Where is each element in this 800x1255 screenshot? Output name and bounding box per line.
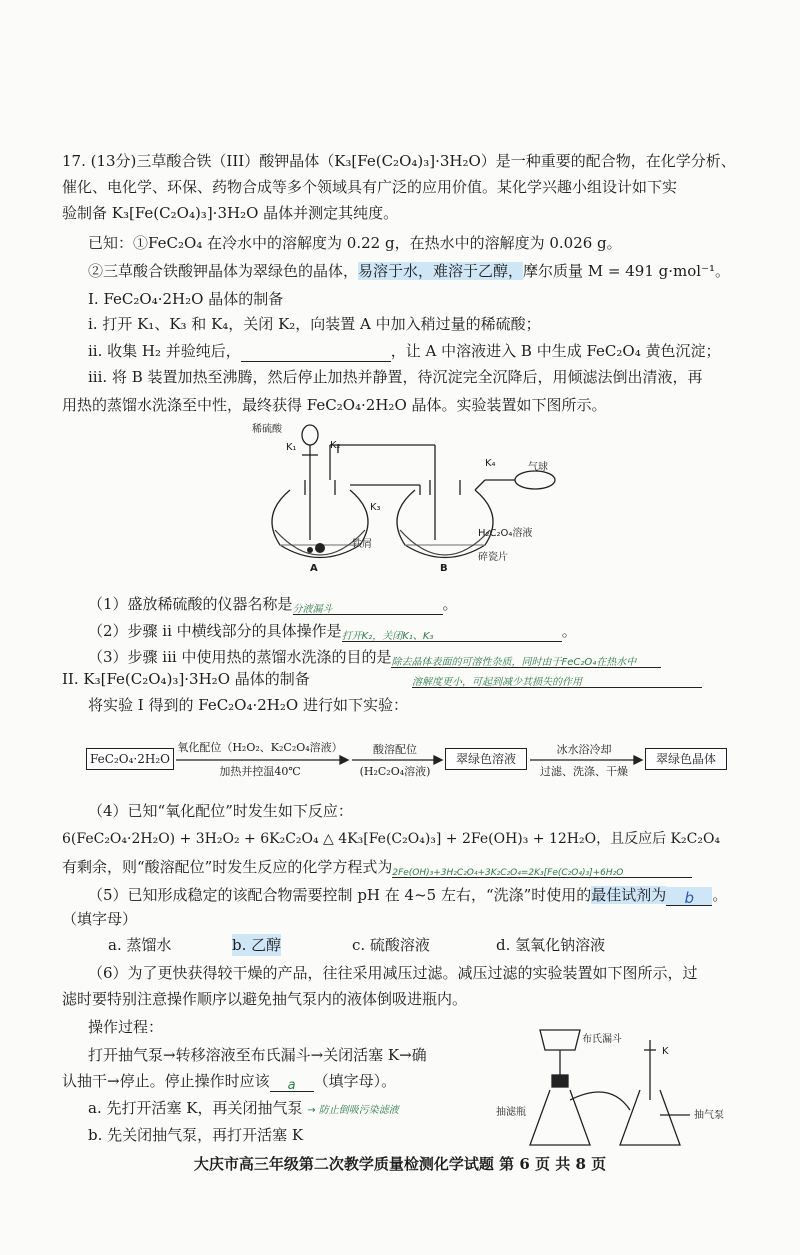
step-3a: iii. 将 B 装置加热至沸腾，然后停止加热并静置，待沉淀完全沉降后，用倾滤法倒出清液，再	[88, 368, 703, 386]
label-b: B	[440, 563, 448, 574]
step-1: i. 打开 K₁、K₃ 和 K₄，关闭 K₂，向装置 A 中加入稍过量的稀硫酸；	[88, 315, 541, 333]
q4-line1: （4）已知“氧化配位”时发生如下反应：	[88, 802, 353, 820]
step-3b: 用热的蒸馏水洗涤至中性，最终获得 FeC₂O₄·2H₂O 晶体。实验装置如下图所示。	[62, 396, 607, 414]
q4-line3: 有剩余，则“酸溶配位”时发生反应的化学方程式为2Fe(OH)₃+3H₂C₂O₄+3K₂C₂O₄=2K₃[Fe(C₂O₄)₃]+6H₂O	[62, 856, 692, 878]
q6-note-a: → 防止倒吸污染滤液	[307, 1105, 399, 1116]
known-1: 已知：①FeC₂O₄ 在冷水中的溶解度为 0.22 g，在热水中的溶解度为 0.026 g。	[88, 234, 622, 252]
q6-proc1: 打开抽气泵→转移溶液至布氏漏斗→关闭活塞 K→确	[88, 1046, 427, 1064]
flow-arrow3-top: 冰水浴冷却	[556, 743, 612, 756]
q6-line1: （6）为了更快获得较干燥的产品，往往采用减压过滤。减压过滤的实验装置如下图所示，过	[88, 964, 698, 982]
flow-arrow1-bottom: 加热并控温40℃	[219, 765, 301, 778]
label-chips: 碎瓷片	[478, 552, 508, 563]
part-2-intro: 将实验 I 得到的 FeC₂O₄·2H₂O 进行如下实验：	[88, 696, 408, 714]
label-k4: K₄	[485, 458, 496, 469]
q3-answer-2-line: 溶解度更小，可起到减少其损失的作用	[412, 666, 742, 688]
q1: （1）盛放稀硫酸的仪器名称是分液漏斗 。	[88, 595, 458, 615]
q5-option-c: c. 硫酸溶液	[352, 936, 430, 954]
q4-answer: 2Fe(OH)₃+3H₂C₂O₄+3K₂C₂O₄=2K₃[Fe(C₂O₄)₃]+6H₂O	[392, 868, 624, 878]
q6-option-a: a. 先打开活塞 K，再关闭抽气泵 → 防止倒吸污染滤液	[88, 1099, 399, 1117]
q2: （2）步骤 ii 中横线部分的具体操作是打开K₂，关闭K₁、K₃ 。	[88, 622, 577, 642]
q5-option-d: d. 氢氧化钠溶液	[496, 936, 606, 954]
q6-line2: 滤时要特别注意操作顺序以避免抽气泵内的液体倒吸进瓶内。	[62, 990, 468, 1008]
q6-proc2: 认抽干→停止。停止操作时应该 a （填字母）。	[62, 1072, 397, 1093]
label-solution: H₂C₂O₄溶液	[478, 528, 533, 539]
flow-arrow2-bottom: (H₂C₂O₄溶液)	[359, 765, 431, 778]
label-iron: 铁屑	[352, 539, 372, 550]
q5-option-a: a. 蒸馏水	[108, 936, 172, 954]
label-k2: K₂	[330, 440, 341, 451]
q5-option-b: b. 乙醇	[232, 936, 282, 954]
label-flask: 抽滤瓶	[496, 1107, 526, 1118]
label-balloon: 气球	[528, 462, 548, 473]
flow-arrow1-top: 氧化配位（H₂O₂、K₂C₂O₄溶液）	[177, 741, 343, 754]
label-pump: 抽气泵	[694, 1110, 724, 1121]
label-a: A	[310, 563, 318, 574]
flow-arrow3-bottom: 过滤、洗涤、干燥	[540, 765, 628, 778]
q5-line1: （5）已知形成稳定的该配合物需要控制 pH 在 4~5 左右，“洗涤”时使用的最佳试剂为 b 。	[88, 886, 728, 907]
q4-equation: 6(FeC₂O₄·2H₂O) + 3H₂O₂ + 6K₂C₂O₄ △ 4K₃[Fe(C₂O₄)₃] + 2Fe(OH)₃ + 12H₂O，且反应后 K₂C₂O₄	[62, 831, 721, 847]
highlight-solubility: 易溶于水，难溶于乙醇，	[358, 262, 524, 280]
label-funnel: 布氏漏斗	[582, 1034, 622, 1045]
label-k3: K₃	[370, 502, 381, 513]
flow-box-mid: 翠绿色溶液	[445, 748, 527, 770]
q2-answer: 打开K₂，关闭K₁、K₃	[341, 631, 434, 642]
q6-proc-title: 操作过程：	[88, 1018, 164, 1036]
label-acid: 稀硫酸	[252, 424, 282, 435]
q6-option-b: b. 先关闭抽气泵，再打开活塞 K	[88, 1126, 304, 1144]
step-2: ii. 收集 H₂ 并验纯后， ，让 A 中溶液进入 B 中生成 FeC₂O₄ 黄色沉淀；	[88, 342, 721, 360]
question-17-line1: 17. (13分)三草酸合铁（III）酸钾晶体（K₃[Fe(C₂O₄)₃]·3H₂O）是一种重要的配合物，在化学分析、	[62, 152, 736, 170]
question-17-line2: 催化、电化学、环保、药物合成等多个领域具有广泛的应用价值。某化学兴趣小组设计如下实	[62, 178, 678, 196]
q6-answer: a	[287, 1078, 296, 1093]
q1-answer: 分液漏斗	[292, 604, 333, 615]
q5-line2: （填字母）	[62, 910, 138, 928]
known-2: ②三草酸合铁酸钾晶体为翠绿色的晶体，易溶于水，难溶于乙醇，摩尔质量 M = 491 g·mol⁻¹。	[88, 262, 731, 280]
part-1-title: I. FeC₂O₄·2H₂O 晶体的制备	[88, 290, 284, 308]
page-footer: 大庆市高三年级第二次教学质量检测化学试题 第 6 页 共 8 页	[193, 1155, 607, 1173]
q5-answer: b	[684, 889, 695, 907]
q3: （3）步骤 iii 中使用热的蒸馏水洗涤的目的是除去晶体表面的可溶性杂质，同时由于FeC₂O₄在热水中	[88, 646, 661, 668]
label-k1: K₁	[286, 442, 297, 453]
flow-box-end: 翠绿色晶体	[645, 748, 727, 770]
label-k: K	[662, 1046, 669, 1057]
flow-arrow2-top: 酸溶配位	[373, 743, 417, 756]
part-2-title: II. K₃[Fe(C₂O₄)₃]·3H₂O 晶体的制备	[62, 670, 310, 688]
question-17-line3: 验制备 K₃[Fe(C₂O₄)₃]·3H₂O 晶体并测定其纯度。	[62, 204, 399, 222]
q3-answer-1: 除去晶体表面的可溶性杂质，同时由于FeC₂O₄在热水中	[391, 657, 637, 668]
flow-box-start: FeC₂O₄·2H₂O	[86, 748, 174, 770]
